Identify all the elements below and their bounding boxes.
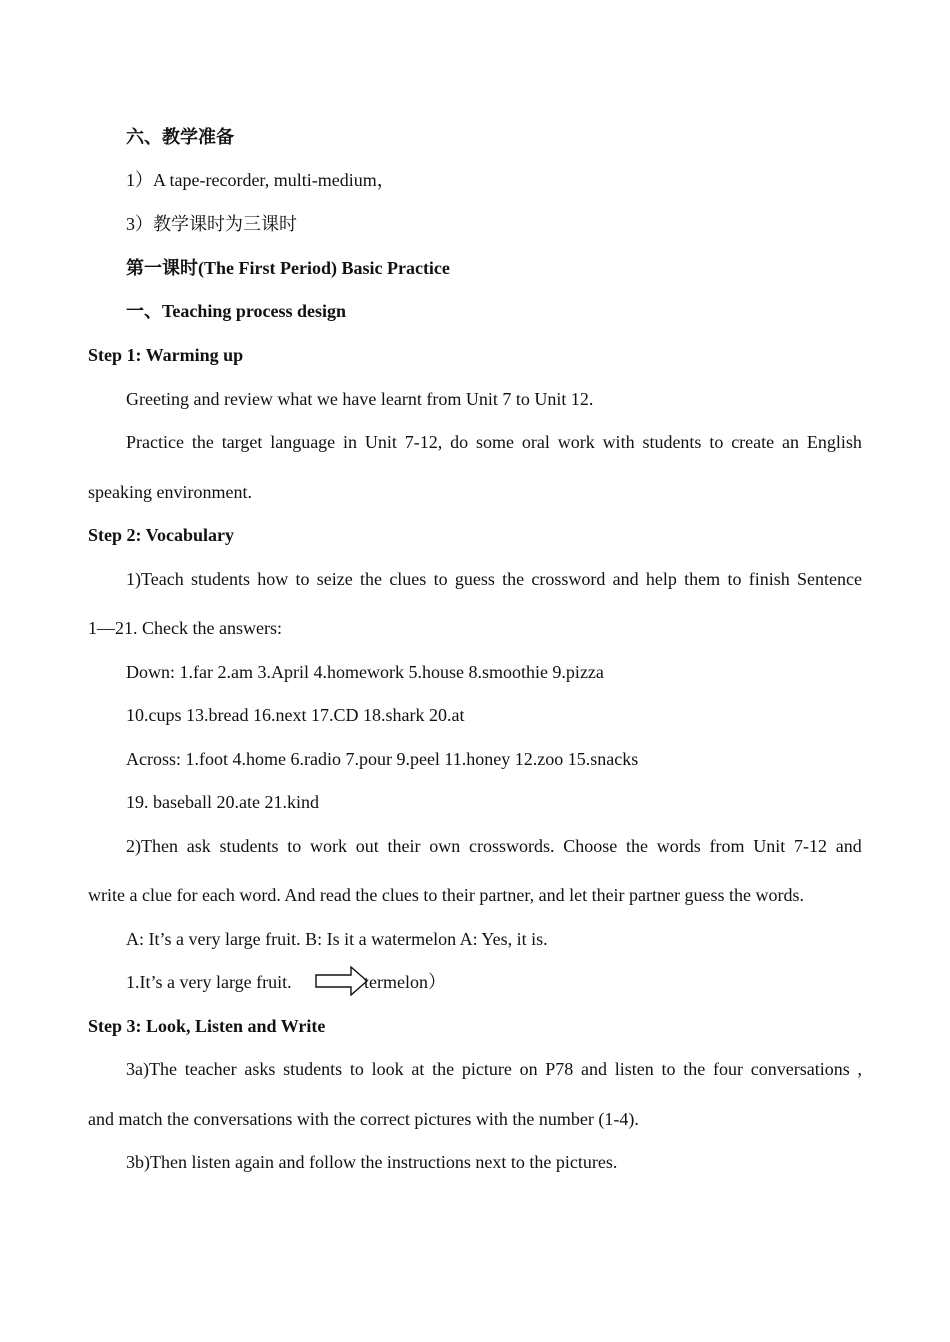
word: Choose xyxy=(563,836,618,856)
step1-heading: Step 1: Warming up xyxy=(88,345,244,365)
step2-heading: Step 2: Vocabulary xyxy=(88,525,235,545)
word: the xyxy=(683,1059,706,1079)
word: work xyxy=(557,432,595,452)
step2-paragraph-2-line1 xyxy=(126,835,862,857)
word: Unit xyxy=(364,432,397,452)
word: picture xyxy=(461,1059,512,1079)
word: the xyxy=(626,836,649,856)
word: 7-12 xyxy=(794,836,828,856)
answers-down-line1: Down: 1.far 2.am 3.April 4.homework 5.house 8.smoothie 9.pizza xyxy=(126,662,604,682)
word: students xyxy=(190,569,250,589)
prep-item-3: 3）教学课时为三课时 xyxy=(126,214,297,234)
word: an xyxy=(782,432,799,452)
word: Sentence xyxy=(797,569,862,589)
word: on xyxy=(519,1059,538,1079)
example-line-right: termelon） xyxy=(364,972,446,992)
word: language xyxy=(270,432,336,452)
word: listen xyxy=(614,1059,654,1079)
answers-down-line2: 10.cups 13.bread 16.next 17.CD 18.shark 20.at xyxy=(126,705,465,725)
period-heading: 第一课时(The First Period) Basic Practice xyxy=(126,258,450,278)
example-line-left: 1.It’s a very large fruit. xyxy=(126,972,292,992)
word: to xyxy=(349,1059,364,1079)
word: some xyxy=(476,432,514,452)
word: the xyxy=(502,569,525,589)
example-dialog: A: It’s a very large fruit. B: Is it a watermelon A: Yes, it is. xyxy=(126,929,548,949)
answers-across-line1: Across: 1.foot 4.home 6.radio 7.pour 9.peel 11.honey 12.zoo 15.snacks xyxy=(126,749,639,769)
word: seize xyxy=(316,569,353,589)
word: teacher xyxy=(184,1059,237,1079)
step2-paragraph-1-line2: 1—21. Check the answers: xyxy=(88,618,282,638)
word: crossword xyxy=(531,569,606,589)
word: work xyxy=(310,836,348,856)
word: students xyxy=(283,1059,343,1079)
step2-paragraph-1-line1 xyxy=(126,568,862,590)
word: look xyxy=(371,1059,404,1079)
word: conversations xyxy=(750,1059,850,1079)
word: , xyxy=(857,1059,862,1079)
word: guess xyxy=(454,569,495,589)
word: 3a)The xyxy=(126,1059,177,1079)
word: Unit xyxy=(753,836,786,856)
word: to xyxy=(287,836,302,856)
process-design-heading: 一、Teaching process design xyxy=(126,301,347,321)
word: to xyxy=(709,432,724,452)
word: students xyxy=(219,836,279,856)
section-prep-heading: 六、教学准备 xyxy=(126,127,234,147)
word: create xyxy=(731,432,775,452)
word: to xyxy=(295,569,310,589)
step2-paragraph-2-line2: write a clue for each word. And read the clues to their partner, and let their partner guess the words. xyxy=(88,885,805,905)
word: how xyxy=(257,569,289,589)
word: help xyxy=(645,569,677,589)
step1-paragraph-2-line1 xyxy=(126,431,862,453)
word: to xyxy=(433,569,448,589)
word: crosswords. xyxy=(469,836,555,856)
word: the xyxy=(432,1059,455,1079)
word: clues xyxy=(389,569,427,589)
word: to xyxy=(727,569,742,589)
word: their xyxy=(387,836,421,856)
word: words xyxy=(656,836,701,856)
word: with xyxy=(602,432,635,452)
word: asks xyxy=(244,1059,276,1079)
word: oral xyxy=(521,432,550,452)
word: and xyxy=(612,569,639,589)
answers-across-line2: 19. baseball 20.ate 21.kind xyxy=(126,792,319,812)
word: target xyxy=(221,432,263,452)
word: out xyxy=(355,836,379,856)
word: English xyxy=(806,432,862,452)
right-arrow-icon xyxy=(315,966,369,996)
word: 7-12, xyxy=(404,432,443,452)
word: them xyxy=(684,569,721,589)
step3-paragraph-1-line2: and match the conversations with the correct pictures with the number (1-4). xyxy=(88,1109,639,1129)
word: Practice xyxy=(126,432,184,452)
word: the xyxy=(360,569,383,589)
word: ask xyxy=(186,836,211,856)
word: to xyxy=(661,1059,676,1079)
word: 2)Then xyxy=(126,836,178,856)
step1-paragraph-2-line2: speaking environment. xyxy=(88,482,252,502)
step3-paragraph-1-line1 xyxy=(126,1058,862,1080)
word: and xyxy=(581,1059,608,1079)
word: four xyxy=(713,1059,743,1079)
word: at xyxy=(411,1059,425,1079)
word: own xyxy=(429,836,461,856)
word: P78 xyxy=(545,1059,574,1079)
word: do xyxy=(450,432,469,452)
word: students xyxy=(642,432,702,452)
word: 1)Teach xyxy=(126,569,184,589)
word: finish xyxy=(748,569,790,589)
word: and xyxy=(835,836,862,856)
word: the xyxy=(191,432,214,452)
step3-heading: Step 3: Look, Listen and Write xyxy=(88,1016,326,1036)
word: from xyxy=(709,836,745,856)
step3-paragraph-2: 3b)Then listen again and follow the instructions next to the pictures. xyxy=(126,1152,618,1172)
word: in xyxy=(343,432,358,452)
step1-paragraph-1: Greeting and review what we have learnt from Unit 7 to Unit 12. xyxy=(126,389,594,409)
prep-item-1: 1）A tape-recorder, multi-medium， xyxy=(126,170,395,190)
